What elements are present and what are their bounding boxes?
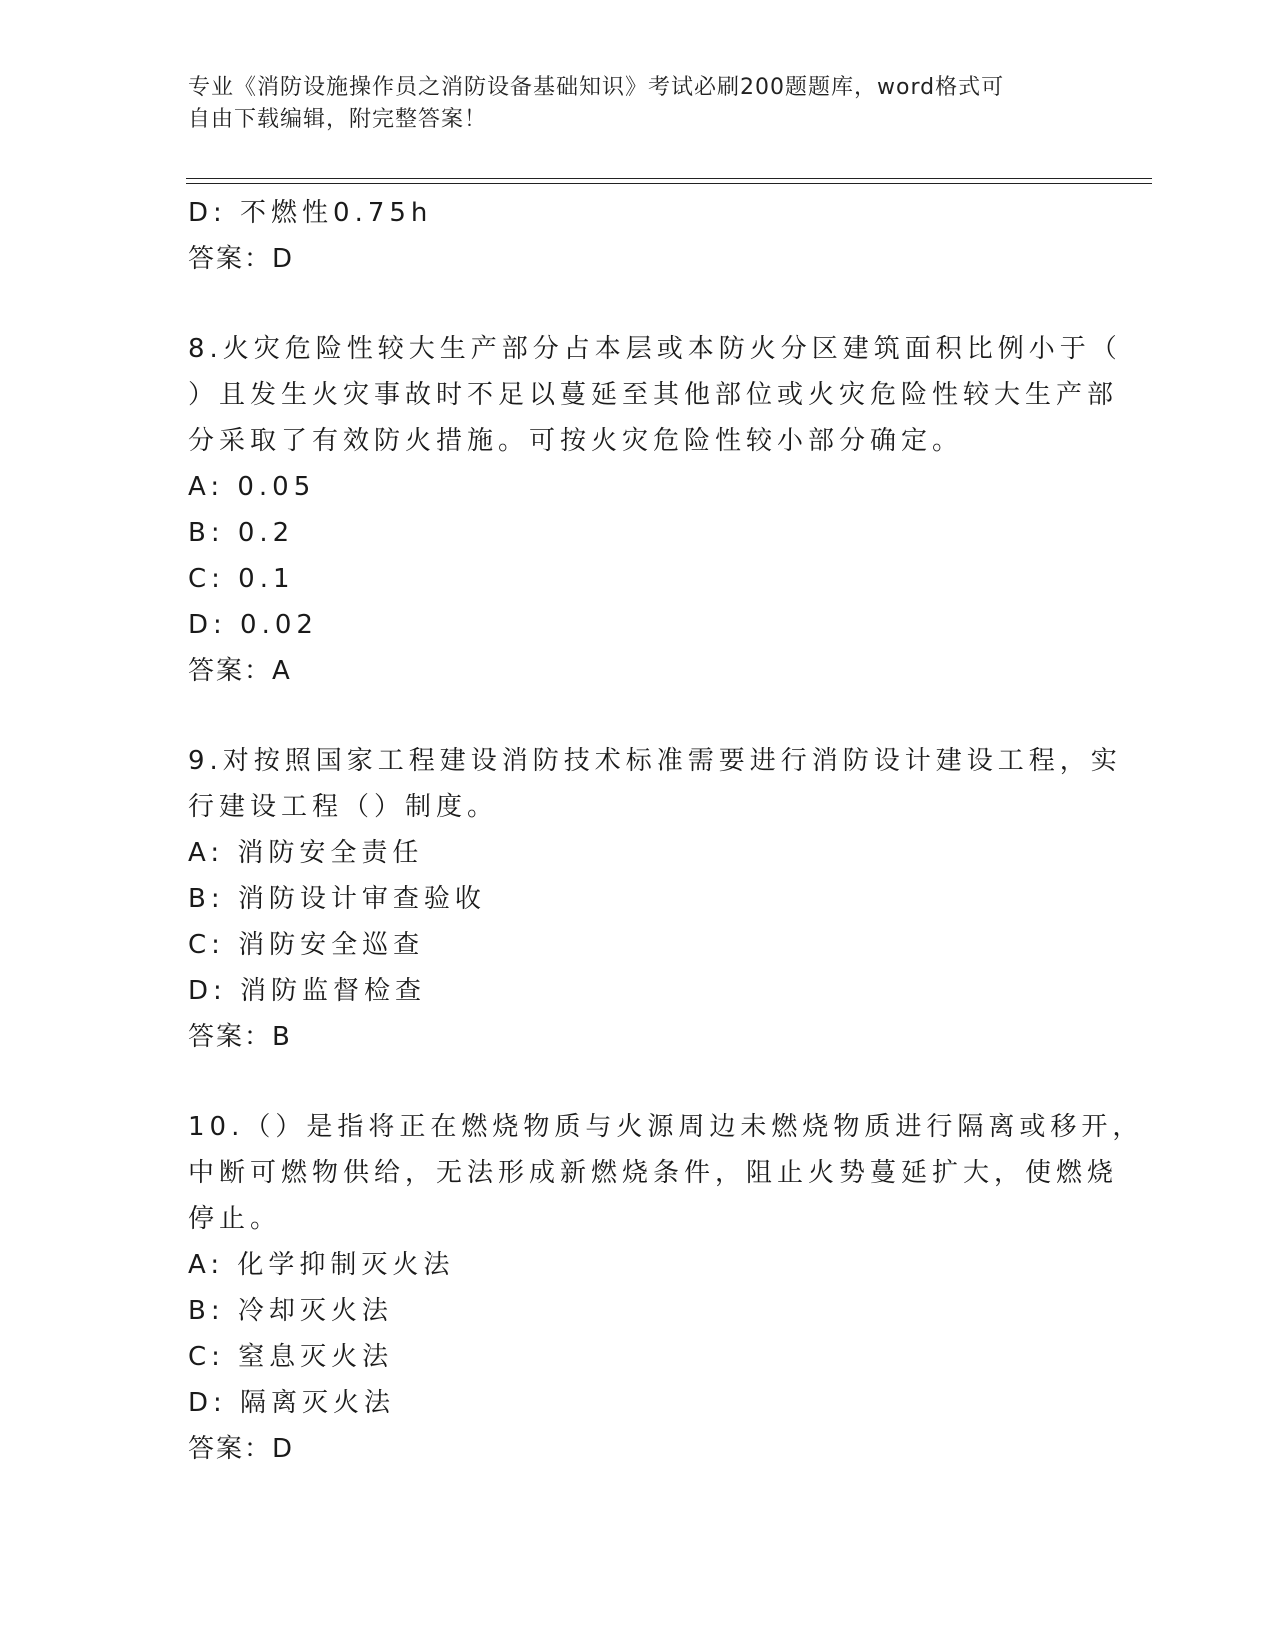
question-stem-line: 9.对按照国家工程建设消防技术标准需要进行消防设计建设工程，实 (188, 746, 1122, 776)
question-9 (188, 738, 1122, 1060)
option-c: C: 0.1 (188, 564, 295, 594)
option-d: D: 0.02 (188, 610, 318, 640)
header-line-2: 自由下载编辑，附完整答案！ (188, 107, 488, 132)
document-header (188, 72, 1068, 136)
answer: 答案：B (188, 1022, 292, 1052)
question-stem-line: 10.（）是指将正在燃烧物质与火源周边未燃烧物质进行隔离或移开， (188, 1112, 1144, 1142)
header-rule-top (186, 178, 1152, 179)
question-stem-line: 分采取了有效防火措施。可按火灾危险性较小部分确定。 (188, 426, 964, 456)
header-line-1: 专业《消防设施操作员之消防设备基础知识》考试必刷200题题库，word格式可 (188, 75, 1005, 100)
question-stem-line: 中断可燃物供给，无法形成新燃烧条件，阻止火势蔓延扩大，使燃烧 (188, 1158, 1119, 1188)
header-rule-bottom (186, 183, 1152, 184)
question-8 (188, 326, 1122, 694)
question-10 (188, 1104, 1144, 1472)
option-b: B: 消防设计审查验收 (188, 884, 486, 914)
answer: 答案：D (188, 1434, 295, 1464)
option-d: D: 消防监督检查 (188, 976, 427, 1006)
option-b: B: 0.2 (188, 518, 295, 548)
option-a: A: 化学抑制灭火法 (188, 1250, 455, 1280)
option-d: D: 不燃性0.75h (188, 198, 433, 228)
question-stem-line: 8.火灾危险性较大生产部分占本层或本防火分区建筑面积比例小于（ (188, 334, 1122, 364)
option-b: B: 冷却灭火法 (188, 1296, 393, 1326)
option-c: C: 窒息灭火法 (188, 1342, 394, 1372)
option-c: C: 消防安全巡查 (188, 930, 425, 960)
option-a: A: 消防安全责任 (188, 838, 424, 868)
question-stem-line: ）且发生火灾事故时不足以蔓延至其他部位或火灾危险性较大生产部 (188, 380, 1119, 410)
document-body (188, 190, 1144, 1472)
answer: 答案：D (188, 244, 295, 274)
option-a: A: 0.05 (188, 472, 316, 502)
question-stem-line: 行建设工程（）制度。 (188, 792, 499, 822)
option-d: D: 隔离灭火法 (188, 1388, 396, 1418)
answer: 答案：A (188, 656, 292, 686)
question-stem-line: 停止。 (188, 1204, 282, 1234)
